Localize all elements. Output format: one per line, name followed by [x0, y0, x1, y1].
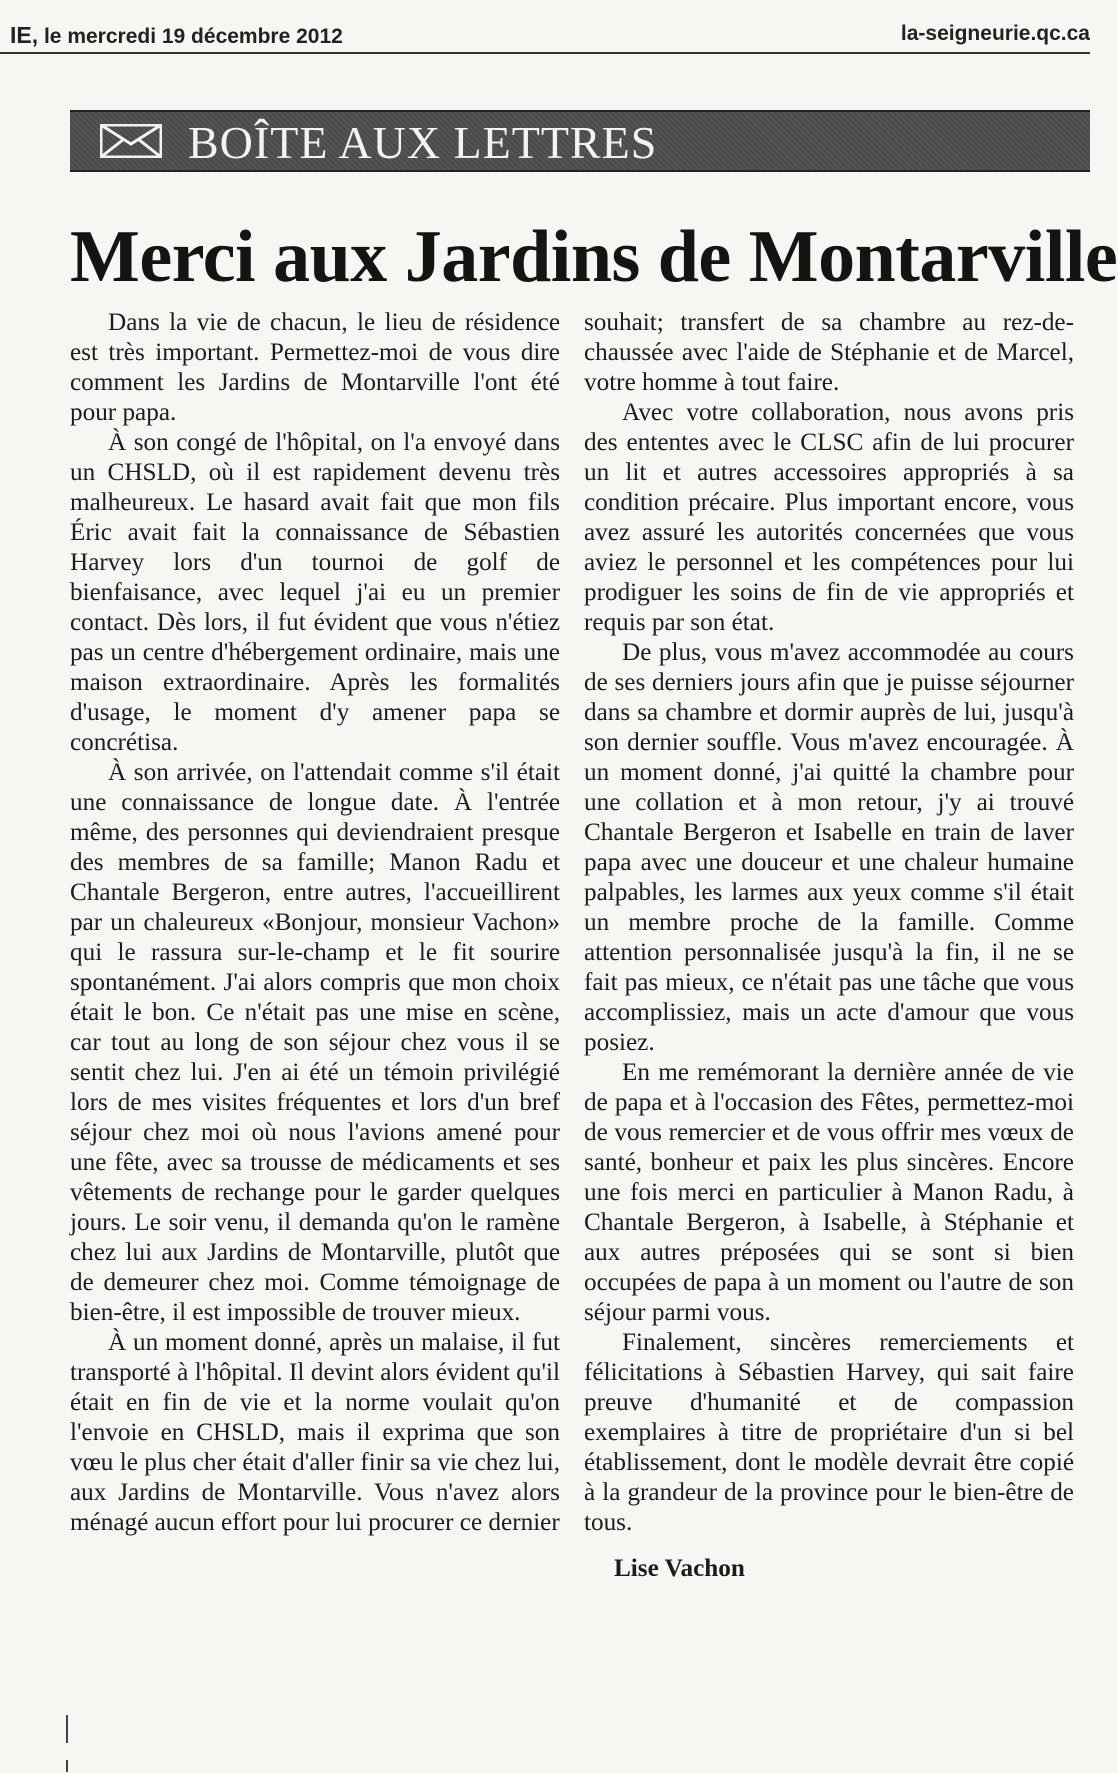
- margin-mark: [66, 1760, 68, 1772]
- paragraph: Finalement, sincères remerciements et félicitations à Sébastien Harvey, qui sait faire preuve d'humanité et de compassion exemplaires à titre de propriétaire d'un si bel établissement, dont le modèle devrait être copié à la grandeur de la province pour le bien-être de tous.: [584, 1329, 1074, 1536]
- paragraph: Dans la vie de chacun, le lieu de résidence est très important. Permettez-moi de vous dire comment les Jardins de Montarville l'ont été pour papa.: [70, 309, 560, 426]
- section-fragment: IE,: [10, 22, 39, 48]
- article-title: Merci aux Jardins de Montarville: [70, 216, 1118, 298]
- page-header: [0, 22, 1090, 56]
- header-date-line: [10, 22, 343, 49]
- article-column-2: [584, 308, 1074, 1584]
- banner-title: BOÎTE AUX LETTRES: [188, 117, 658, 168]
- article-column-1: [70, 308, 560, 1538]
- section-banner: [70, 110, 1090, 172]
- website-url: la-seigneurie.qc.ca: [900, 22, 1090, 45]
- paragraph: Avec votre collaboration, nous avons pris des ententes avec le CLSC afin de lui procurer un lit et autres accessoires appropriés à sa condition précaire. Plus important encore, vous avez assuré les autorités concernées que vous aviez le personnel et les compétences pour lui prodiguer les soins de fin de vie appropriés et requis par son état.: [584, 399, 1074, 636]
- paragraph-continued: souhait; transfert de sa chambre au rez-de-chaussée avec l'aide de Stéphanie et de Marcel, votre homme à tout faire.: [584, 309, 1074, 396]
- paragraph: De plus, vous m'avez accommodée au cours de ses derniers jours afin que je puisse séjourner dans sa chambre et dormir auprès de lui, jusqu'à son dernier souffle. Vous m'avez encouragée. À un moment donné, j'ai quitté la chambre pour une collation et à mon retour, j'y ai trouvé Chantale Bergeron et Isabelle en train de laver papa avec une douceur et une chaleur humaine palpables, les larmes aux yeux comme s'il était un membre proche de la famille. Comme attention personnalisée jusqu'à la fin, il ne se fait pas mieux, ce n'était pas une tâche que vous accomplissiez, mais un acte d'amour que vous posiez.: [584, 639, 1074, 1056]
- paragraph: À son arrivée, on l'attendait comme s'il était une connaissance de longue date. À l'entrée même, des personnes qui deviendraient presque des membres de sa famille; Manon Radu et Chantale Bergeron, entre autres, l'accueillirent par un chaleureux «Bonjour, monsieur Vachon» qui le rassura sur-le-champ et le fit sourire spontanément. J'ai alors compris que mon choix était le bon. Ce n'était pas une mise en scène, car tout au long de son séjour chez vous il se sentit chez lui. J'en ai été un témoin privilégié lors de mes visites fréquentes et lors d'un bref séjour chez moi où nous l'avions amené pour une fête, avec sa trousse de médicaments et ses vêtements de rechange pour le garder quelques jours. Le soir venu, il demanda qu'on le ramène chez lui aux Jardins de Montarville, plutôt que de demeurer chez moi. Comme témoignage de bien-être, il est impossible de trouver mieux.: [70, 759, 560, 1326]
- paragraph: En me remémorant la dernière année de vie de papa et à l'occasion des Fêtes, permettez-moi de vous remercier et de vous offrir mes vœux de santé, bonheur et paix les plus sincères. Encore une fois merci en particulier à Manon Radu, à Chantale Bergeron, à Isabelle, à Stéphanie et aux autres préposées qui se sont si bien occupées de papa à un moment ou l'autre de son séjour parmi vous.: [584, 1059, 1074, 1326]
- envelope-icon: [100, 124, 162, 158]
- publication-date: le mercredi 19 décembre 2012: [43, 25, 343, 48]
- author-signature: Lise Vachon: [614, 1555, 745, 1582]
- header-rule: [0, 52, 1090, 54]
- margin-mark: [66, 1715, 68, 1743]
- paragraph: À un moment donné, après un malaise, il fut transporté à l'hôpital. Il devint alors évident qu'il était en fin de vie et la norme voulait qu'on l'envoie en CHSLD, mais il exprima que son vœu le plus cher était d'aller finir sa vie chez lui, aux Jardins de Montarville. Vous n'avez alors ménagé aucun effort pour lui procurer ce dernier: [70, 1329, 560, 1536]
- paragraph: À son congé de l'hôpital, on l'a envoyé dans un CHSLD, où il est rapidement devenu très malheureux. Le hasard avait fait que mon fils Éric avait fait la connaissance de Sébastien Harvey lors d'un tournoi de golf de bienfaisance, avec lequel j'ai eu un premier contact. Dès lors, il fut évident que vous n'étiez pas un centre d'hébergement ordinaire, mais une maison extraordinaire. Après les formalités d'usage, le moment d'y amener papa se concrétisa.: [70, 429, 560, 756]
